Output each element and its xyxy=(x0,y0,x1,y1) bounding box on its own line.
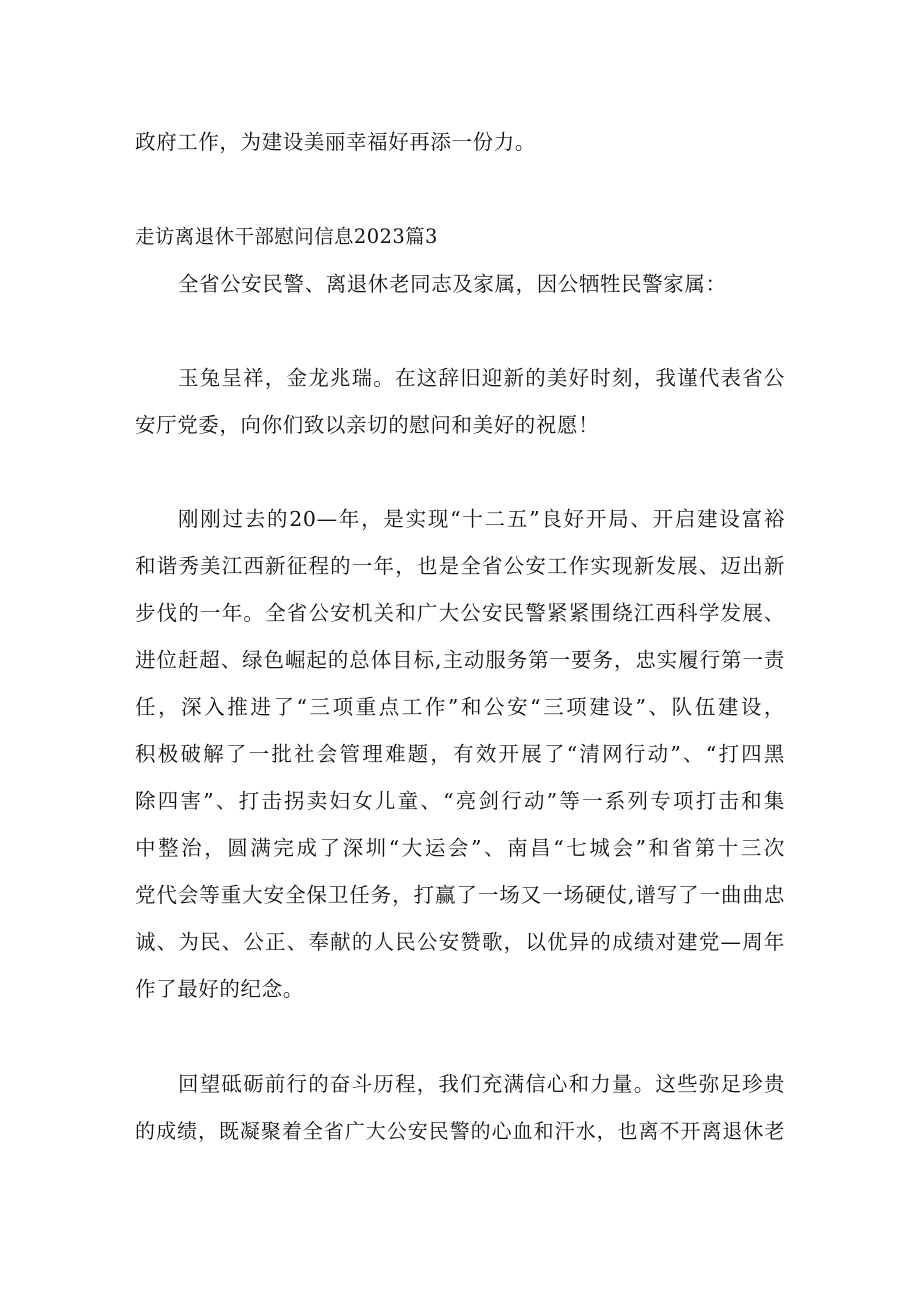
paragraph-line: 诚、为民、公正、奉献的人民公安赞歌，以优异的成绩对建党—周年 xyxy=(135,930,785,954)
section-title: 走访离退休干部慰问信息2023篇3 xyxy=(135,225,438,248)
paragraph-line: 党代会等重大安全保卫任务，打赢了一场又一场硬仗,谱写了一曲曲忠 xyxy=(135,883,785,907)
paragraph-line: 积极破解了一批社会管理难题，有效开展了“清网行动”、“打四黑 xyxy=(135,742,785,766)
paragraph-line: 和谐秀美江西新征程的一年，也是全省公安工作实现新发展、迈出新 xyxy=(135,554,785,578)
paragraph-line: 的成绩，既凝聚着全省广大公安民警的心血和汗水，也离不开离退休老 xyxy=(135,1119,785,1143)
paragraph-line: 作了最好的纪念。 xyxy=(135,977,304,1001)
paragraph-line: 除四害”、打击拐卖妇女儿童、“亮剑行动”等一系列专项打击和集 xyxy=(135,789,785,813)
paragraph-line: 安厅党委，向你们致以亲切的慰问和美好的祝愿！ xyxy=(135,413,600,437)
top-fragment-line: 政府工作，为建设美丽幸福好再添一份力。 xyxy=(135,130,536,154)
paragraph-line: 回望砥砺前行的奋斗历程，我们充满信心和力量。这些弥足珍贵 xyxy=(178,1072,785,1096)
paragraph-line: 进位赶超、绿色崛起的总体目标,主动服务第一要务，忠实履行第一责 xyxy=(135,648,785,672)
salutation: 全省公安民警、离退休老同志及家属，因公牺牲民警家属： xyxy=(178,272,727,296)
paragraph-line: 中整治，圆满完成了深圳“大运会”、南昌“七城会”和省第十三次 xyxy=(135,836,785,860)
paragraph-line: 任，深入推进了“三项重点工作”和公安“三项建设”、队伍建设， xyxy=(135,695,785,719)
paragraph-line: 玉兔呈祥，金龙兆瑞。在这辞旧迎新的美好时刻，我谨代表省公 xyxy=(178,366,785,390)
paragraph-line: 刚刚过去的20—年，是实现“十二五”良好开局、开启建设富裕 xyxy=(178,507,785,531)
paragraph-line: 步伐的一年。全省公安机关和广大公安民警紧紧围绕江西科学发展、 xyxy=(135,601,785,625)
